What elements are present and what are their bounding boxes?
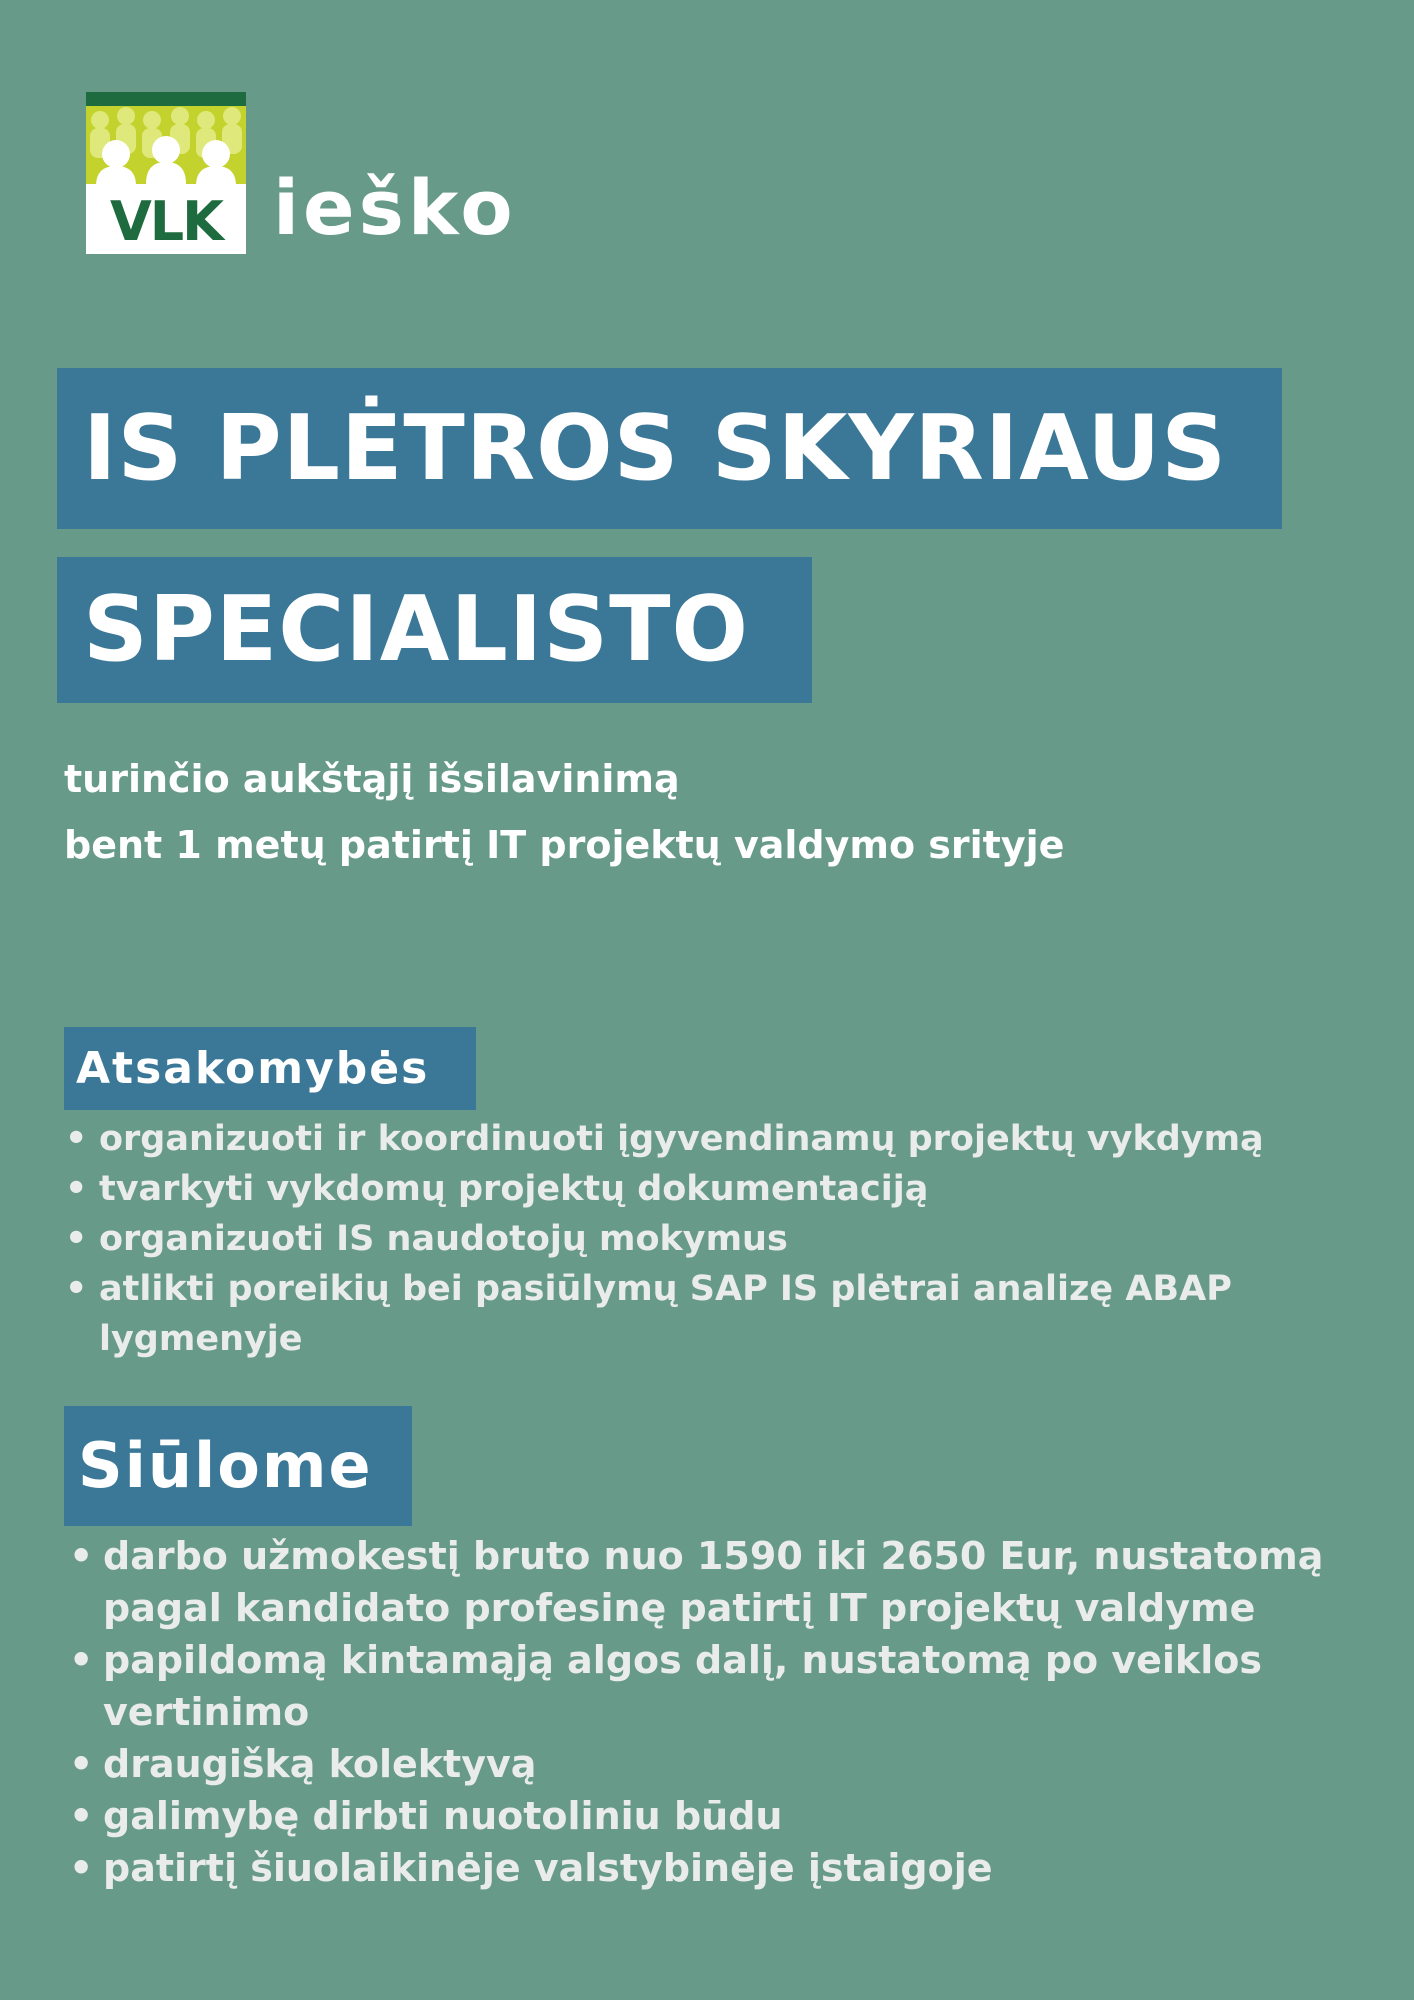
vlk-logo <box>86 92 246 254</box>
responsibilities-list <box>65 1114 1279 1364</box>
list-item: • darbo užmokestį bruto nuo 1590 iki 2650 Eur, nustatomą pagal kandidato profesinę patirtį IT projektų valdyme <box>103 1530 1403 1634</box>
bullet-icon: • <box>69 1638 94 1682</box>
requirement-experience: bent 1 metų patirtį IT projektų valdymo srityje <box>64 823 1065 867</box>
offer-heading: Siūlome <box>64 1406 412 1526</box>
job-title-line-2: SPECIALISTO <box>57 557 812 703</box>
bullet-icon: • <box>69 1742 94 1786</box>
bullet-icon: • <box>65 1269 88 1309</box>
offer-list <box>69 1530 1403 1894</box>
requirements <box>64 746 1064 878</box>
list-item: • patirtį šiuolaikinėje valstybinėje įstaigoje <box>103 1842 1403 1894</box>
bullet-icon: • <box>69 1534 94 1578</box>
job-title-line-1: IS PLĖTROS SKYRIAUS <box>57 368 1282 529</box>
bullet-icon: • <box>69 1794 94 1838</box>
list-item: • papildomą kintamąją algos dalį, nustatomą po veiklos vertinimo <box>103 1634 1403 1738</box>
bullet-icon: • <box>65 1219 88 1259</box>
requirement-education: turinčio aukštąjį išsilavinimą <box>64 757 680 801</box>
list-item: • organizuoti IS naudotojų mokymus <box>99 1214 1279 1264</box>
list-item: • tvarkyti vykdomų projektų dokumentaciją <box>99 1164 1279 1214</box>
bullet-icon: • <box>65 1169 88 1209</box>
bullet-icon: • <box>69 1846 94 1890</box>
bullet-icon: • <box>65 1119 88 1159</box>
list-item: • galimybę dirbti nuotoliniu būdu <box>103 1790 1403 1842</box>
list-item: • draugišką kolektyvą <box>103 1738 1403 1790</box>
list-item: • atlikti poreikių bei pasiūlymų SAP IS plėtrai analizę ABAP lygmenyje <box>99 1264 1279 1364</box>
seeks-label: ieško <box>273 163 517 252</box>
responsibilities-heading: Atsakomybės <box>64 1027 476 1110</box>
list-item: • organizuoti ir koordinuoti įgyvendinamų projektų vykdymą <box>99 1114 1279 1164</box>
logo-text: VLK <box>109 190 223 253</box>
